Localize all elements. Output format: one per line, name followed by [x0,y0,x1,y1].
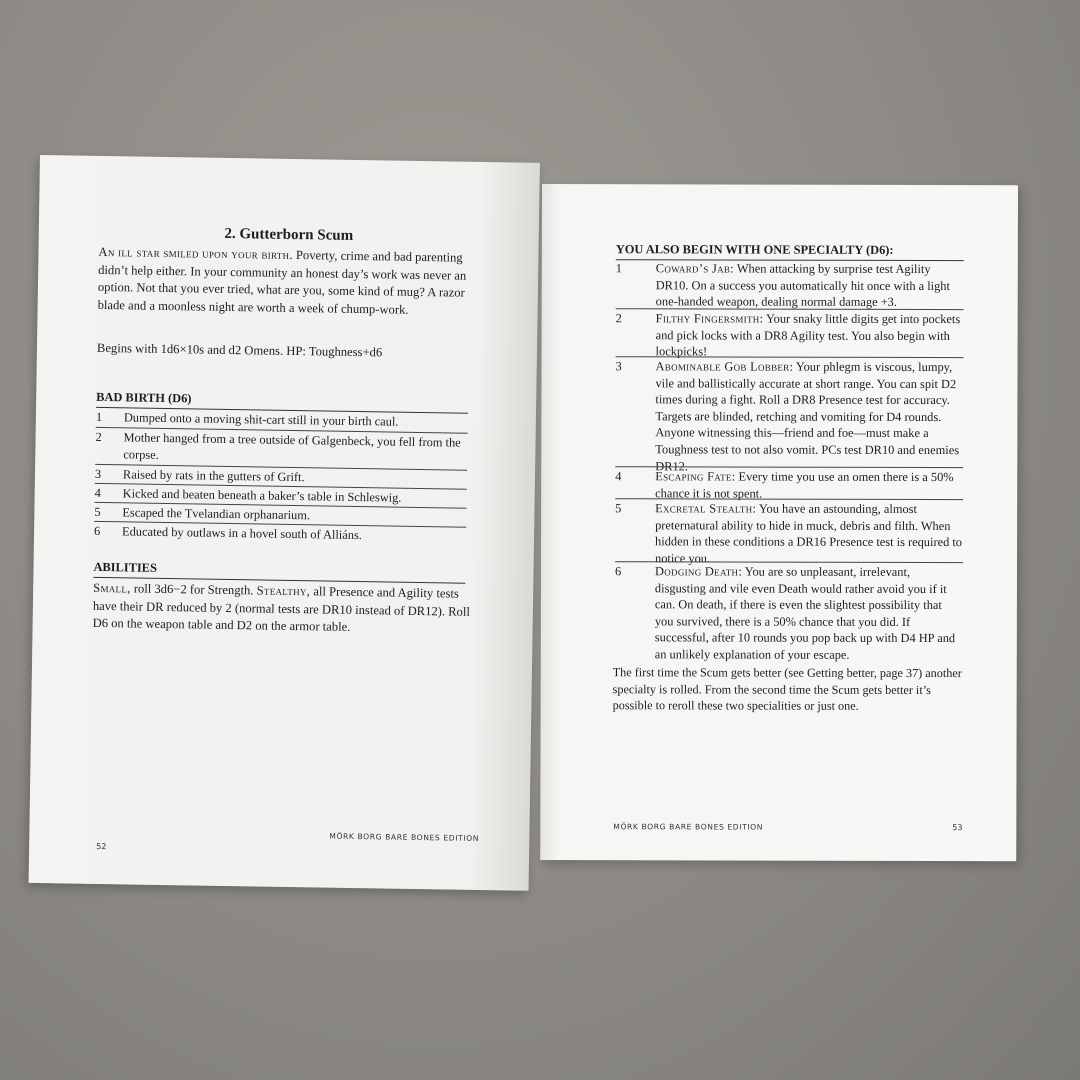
specialty-name: Abominable Gob Lobber: [655,359,794,374]
intro-text: Poverty, crime and bad parenting didn’t help either. In your community an honest day’s work was never an option. Not that you ever tried, what are you, some kind of mug? A razor blade and a moonless night are worth a week of chump-work. [97,247,467,317]
table-row [616,310,964,359]
row-text [655,500,963,567]
specialty-description: You have an astounding, almost preternatural ability to hide in muck, debris and filth. When hidden in these conditions a DR16 Presence test is required to notice you. [655,501,963,566]
row-number: 1 [95,409,103,425]
row-number: 1 [615,261,623,276]
abilities-stealthy-label: Stealthy, [256,583,311,599]
row-text: Mother hanged from a tree outside of Galgenbeck, you fell from the corpse. [123,430,461,462]
specialty-description: Your snaky little digits get into pockets and pick locks with a DR8 Agility test. You also begin with lockpicks! [655,311,961,359]
abilities-text-1: roll 3d6−2 for Strength. [130,581,257,598]
page-footer: MÖRK BORG BARE BONES EDITION [613,822,764,832]
right-page [540,184,1018,861]
bad-birth-heading: BAD BIRTH (D6) [96,390,468,414]
row-text: Educated by outlaws in a hovel south of Alliáns. [121,524,363,543]
specialty-description: You are so unpleasant, irrelevant, disgusting and vile even Death would rather avoid you if it can. On death, if there is even the slightest possibility that you survived, there is a 50% chance that you did. If successful, after 10 rounds you pop back up with D4 HP and an unlikely explanation of your escape. [654,564,956,662]
abilities-small-label: Small, [93,580,131,596]
row-text: Escaped the Tvelandian orphanarium. [122,505,311,523]
specialty-name: Escaping Fate: [655,469,736,484]
row-text [655,563,963,663]
row-number: 5 [615,501,622,516]
page-number: 52 [96,841,107,852]
page-number: 53 [952,823,963,833]
row-number: 4 [615,469,622,484]
abilities-text-2: all Presence and Agility tests have their DR reduced by 2 (normal tests are DR10 instead of DR12). Roll D6 on the weapon table and D2 on the armor table. [92,584,471,634]
table-row [615,500,963,565]
table-row [615,563,963,664]
row-number: 6 [614,564,622,579]
table-row [95,429,467,469]
intro-lead: An ill star smiled upon your birth. [98,244,293,262]
abilities-heading: ABILITIES [93,560,465,584]
left-page [29,155,540,891]
abilities-paragraph [93,580,472,638]
row-number: 4 [94,485,102,500]
row-text: Dumped onto a moving shit-cart still in your birth caul. [123,410,399,429]
row-text: Raised by rats in the gutters of Grift. [122,467,305,485]
specialty-name: Dodging Death: [654,564,743,579]
row-text [656,310,964,361]
page-title: 2. Gutterborn Scum [224,225,354,244]
specialty-description: When attacking by surprise test Agility DR10. On a success you automatically hit once with a light one-handed weapon, dealing normal damage +3. [655,261,950,310]
specialty-description: Every time you use an omen there is a 50% chance it is not spent. [655,469,954,501]
table-row [616,260,964,309]
row-number: 5 [94,504,101,519]
begins-line: Begins with 1d6×10s and d2 Omens. HP: Toughness+d6 [96,340,383,360]
specialty-name: Excretal Stealth: [655,501,757,516]
table-row [615,358,963,473]
specialty-heading: YOU ALSO BEGIN WITH ONE SPECIALTY (D6): [616,242,964,261]
row-number: 3 [94,466,102,481]
row-number: 2 [615,311,622,326]
intro-paragraph [98,244,474,320]
specialty-description: Your phlegm is viscous, lumpy, vile and ballistically accurate at short range. You can spit D2 times during a fight. Roll a DR8 Presence test for accuracy. Targets are blinded, retching and vomiting for D4 rounds. Anyone witnessing this—friend and foe—must make a Toughness test to not also vomit. PCs test DR10 and enemies DR12. [655,359,960,473]
row-number: 6 [93,523,101,538]
row-text: Kicked and beaten beneath a baker’s table in Schleswig. [122,486,402,505]
row-text [655,468,963,502]
table-row [615,468,963,501]
closing-paragraph: The first time the Scum gets better (see Getting better, page 37) another specialty is rolled. From the second time the Scum gets better it’s possible to reroll these two specialities or just one. [612,665,962,714]
row-number: 3 [615,359,622,374]
page-footer: MÖRK BORG BARE BONES EDITION [329,831,480,843]
row-text [655,358,963,475]
row-text [656,260,964,311]
specialty-name: Coward’s Jab: [655,261,734,276]
row-number: 2 [95,429,102,445]
specialty-name: Filthy Fingersmith: [655,311,764,326]
